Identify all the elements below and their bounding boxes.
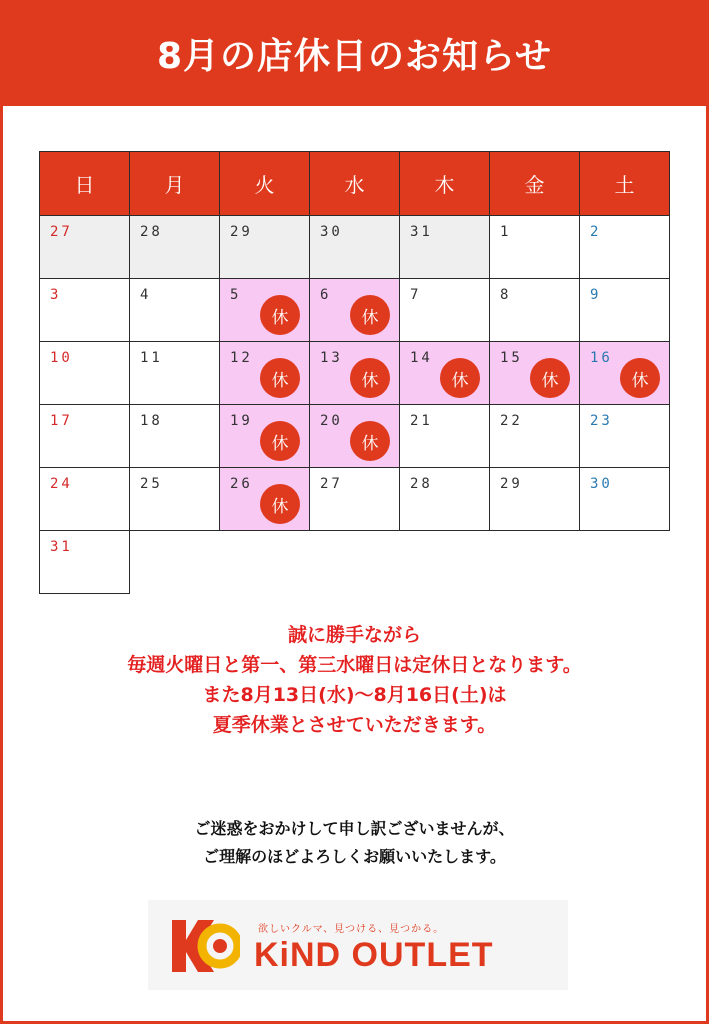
calendar-week-row	[40, 405, 670, 468]
closed-badge: 休	[260, 484, 300, 524]
closed-badge: 休	[530, 358, 570, 398]
weekday-wed: 水	[310, 152, 400, 216]
day-number: 27	[320, 476, 343, 492]
day-number: 10	[50, 350, 73, 366]
apology-line: ご迷惑をおかけして申し訳ございませんが、	[194, 819, 515, 838]
day-number: 30	[590, 476, 613, 492]
day-number: 24	[50, 476, 73, 492]
calendar-day-cell	[220, 468, 310, 531]
calendar-day-cell	[220, 405, 310, 468]
page-title: 8月の店休日のお知らせ	[0, 0, 709, 106]
kind-logo-icon	[168, 914, 240, 978]
calendar-day-cell	[400, 279, 490, 342]
day-number: 5	[230, 287, 242, 303]
logo-tagline: 欲しいクルマ、見つける、見つかる。	[258, 924, 445, 935]
apology-message	[0, 815, 709, 871]
day-number: 20	[320, 413, 343, 429]
calendar-day-cell	[400, 216, 490, 279]
calendar-day-cell	[580, 342, 670, 405]
day-number: 18	[140, 413, 163, 429]
calendar-empty-cell	[580, 531, 670, 594]
calendar-day-cell	[40, 468, 130, 531]
day-number: 9	[590, 287, 602, 303]
day-number: 28	[140, 224, 163, 240]
day-number: 22	[500, 413, 523, 429]
calendar-day-cell	[400, 405, 490, 468]
weekday-header-row	[40, 152, 670, 216]
calendar-day-cell	[400, 468, 490, 531]
calendar-week-row	[40, 216, 670, 279]
day-number: 26	[230, 476, 253, 492]
day-number: 13	[320, 350, 343, 366]
calendar-day-cell	[310, 279, 400, 342]
day-number: 23	[590, 413, 613, 429]
calendar-week-row	[40, 342, 670, 405]
calendar-week-row	[40, 468, 670, 531]
day-number: 19	[230, 413, 253, 429]
closure-notice	[0, 620, 709, 740]
day-number: 15	[500, 350, 523, 366]
weekday-sat: 土	[580, 152, 670, 216]
calendar-day-cell	[40, 279, 130, 342]
weekday-mon: 月	[130, 152, 220, 216]
calendar-body	[40, 216, 670, 594]
day-number: 1	[500, 224, 512, 240]
calendar-day-cell	[310, 405, 400, 468]
weekday-thu: 木	[400, 152, 490, 216]
notice-line: また8月13日(水)〜8月16日(土)は	[202, 684, 507, 706]
day-number: 28	[410, 476, 433, 492]
day-number: 31	[410, 224, 433, 240]
calendar-week-row	[40, 279, 670, 342]
calendar-day-cell	[220, 216, 310, 279]
calendar-day-cell	[580, 468, 670, 531]
weekday-sun: 日	[40, 152, 130, 216]
calendar-day-cell	[400, 342, 490, 405]
day-number: 30	[320, 224, 343, 240]
closed-badge: 休	[260, 421, 300, 461]
closed-badge: 休	[260, 295, 300, 335]
day-number: 7	[410, 287, 422, 303]
calendar-day-cell	[310, 216, 400, 279]
calendar-day-cell	[130, 342, 220, 405]
calendar-empty-cell	[310, 531, 400, 594]
day-number: 21	[410, 413, 433, 429]
calendar-day-cell	[490, 468, 580, 531]
calendar-day-cell	[490, 405, 580, 468]
day-number: 25	[140, 476, 163, 492]
calendar-empty-cell	[490, 531, 580, 594]
calendar-day-cell	[310, 342, 400, 405]
notice-line: 誠に勝手ながら	[287, 624, 421, 646]
calendar-day-cell	[130, 216, 220, 279]
calendar-day-cell	[490, 216, 580, 279]
calendar-day-cell	[580, 216, 670, 279]
day-number: 2	[590, 224, 602, 240]
day-number: 16	[590, 350, 613, 366]
calendar-empty-cell	[400, 531, 490, 594]
brand-logo	[148, 900, 568, 990]
calendar-day-cell	[580, 279, 670, 342]
calendar-day-cell	[130, 405, 220, 468]
calendar-day-cell	[130, 468, 220, 531]
day-number: 6	[320, 287, 332, 303]
calendar-day-cell	[220, 279, 310, 342]
closed-badge: 休	[620, 358, 660, 398]
day-number: 27	[50, 224, 73, 240]
closed-badge: 休	[350, 421, 390, 461]
calendar-empty-cell	[220, 531, 310, 594]
day-number: 14	[410, 350, 433, 366]
calendar-day-cell	[40, 342, 130, 405]
notice-line: 夏季休業とさせていただきます。	[212, 714, 497, 736]
calendar-empty-cell	[130, 531, 220, 594]
day-number: 17	[50, 413, 73, 429]
closed-badge: 休	[260, 358, 300, 398]
day-number: 29	[500, 476, 523, 492]
calendar-day-cell	[490, 342, 580, 405]
day-number: 12	[230, 350, 253, 366]
calendar-day-cell	[310, 468, 400, 531]
day-number: 3	[50, 287, 62, 303]
calendar-day-cell	[490, 279, 580, 342]
calendar-day-cell	[40, 216, 130, 279]
day-number: 31	[50, 539, 73, 555]
calendar-day-cell	[580, 405, 670, 468]
calendar-day-cell	[220, 342, 310, 405]
calendar-day-cell	[130, 279, 220, 342]
apology-line: ご理解のほどよろしくお願いいたします。	[203, 847, 506, 866]
day-number: 4	[140, 287, 152, 303]
day-number: 11	[140, 350, 163, 366]
calendar-week-row	[40, 531, 670, 594]
calendar	[39, 151, 670, 594]
logo-name: KiND OUTLET	[254, 936, 494, 974]
closed-badge: 休	[440, 358, 480, 398]
notice-line: 毎週火曜日と第一、第三水曜日は定休日となります。	[127, 654, 582, 676]
day-number: 8	[500, 287, 512, 303]
closed-badge: 休	[350, 358, 390, 398]
weekday-tue: 火	[220, 152, 310, 216]
day-number: 29	[230, 224, 253, 240]
calendar-day-cell	[40, 405, 130, 468]
closed-badge: 休	[350, 295, 390, 335]
calendar-day-cell	[40, 531, 130, 594]
weekday-fri: 金	[490, 152, 580, 216]
